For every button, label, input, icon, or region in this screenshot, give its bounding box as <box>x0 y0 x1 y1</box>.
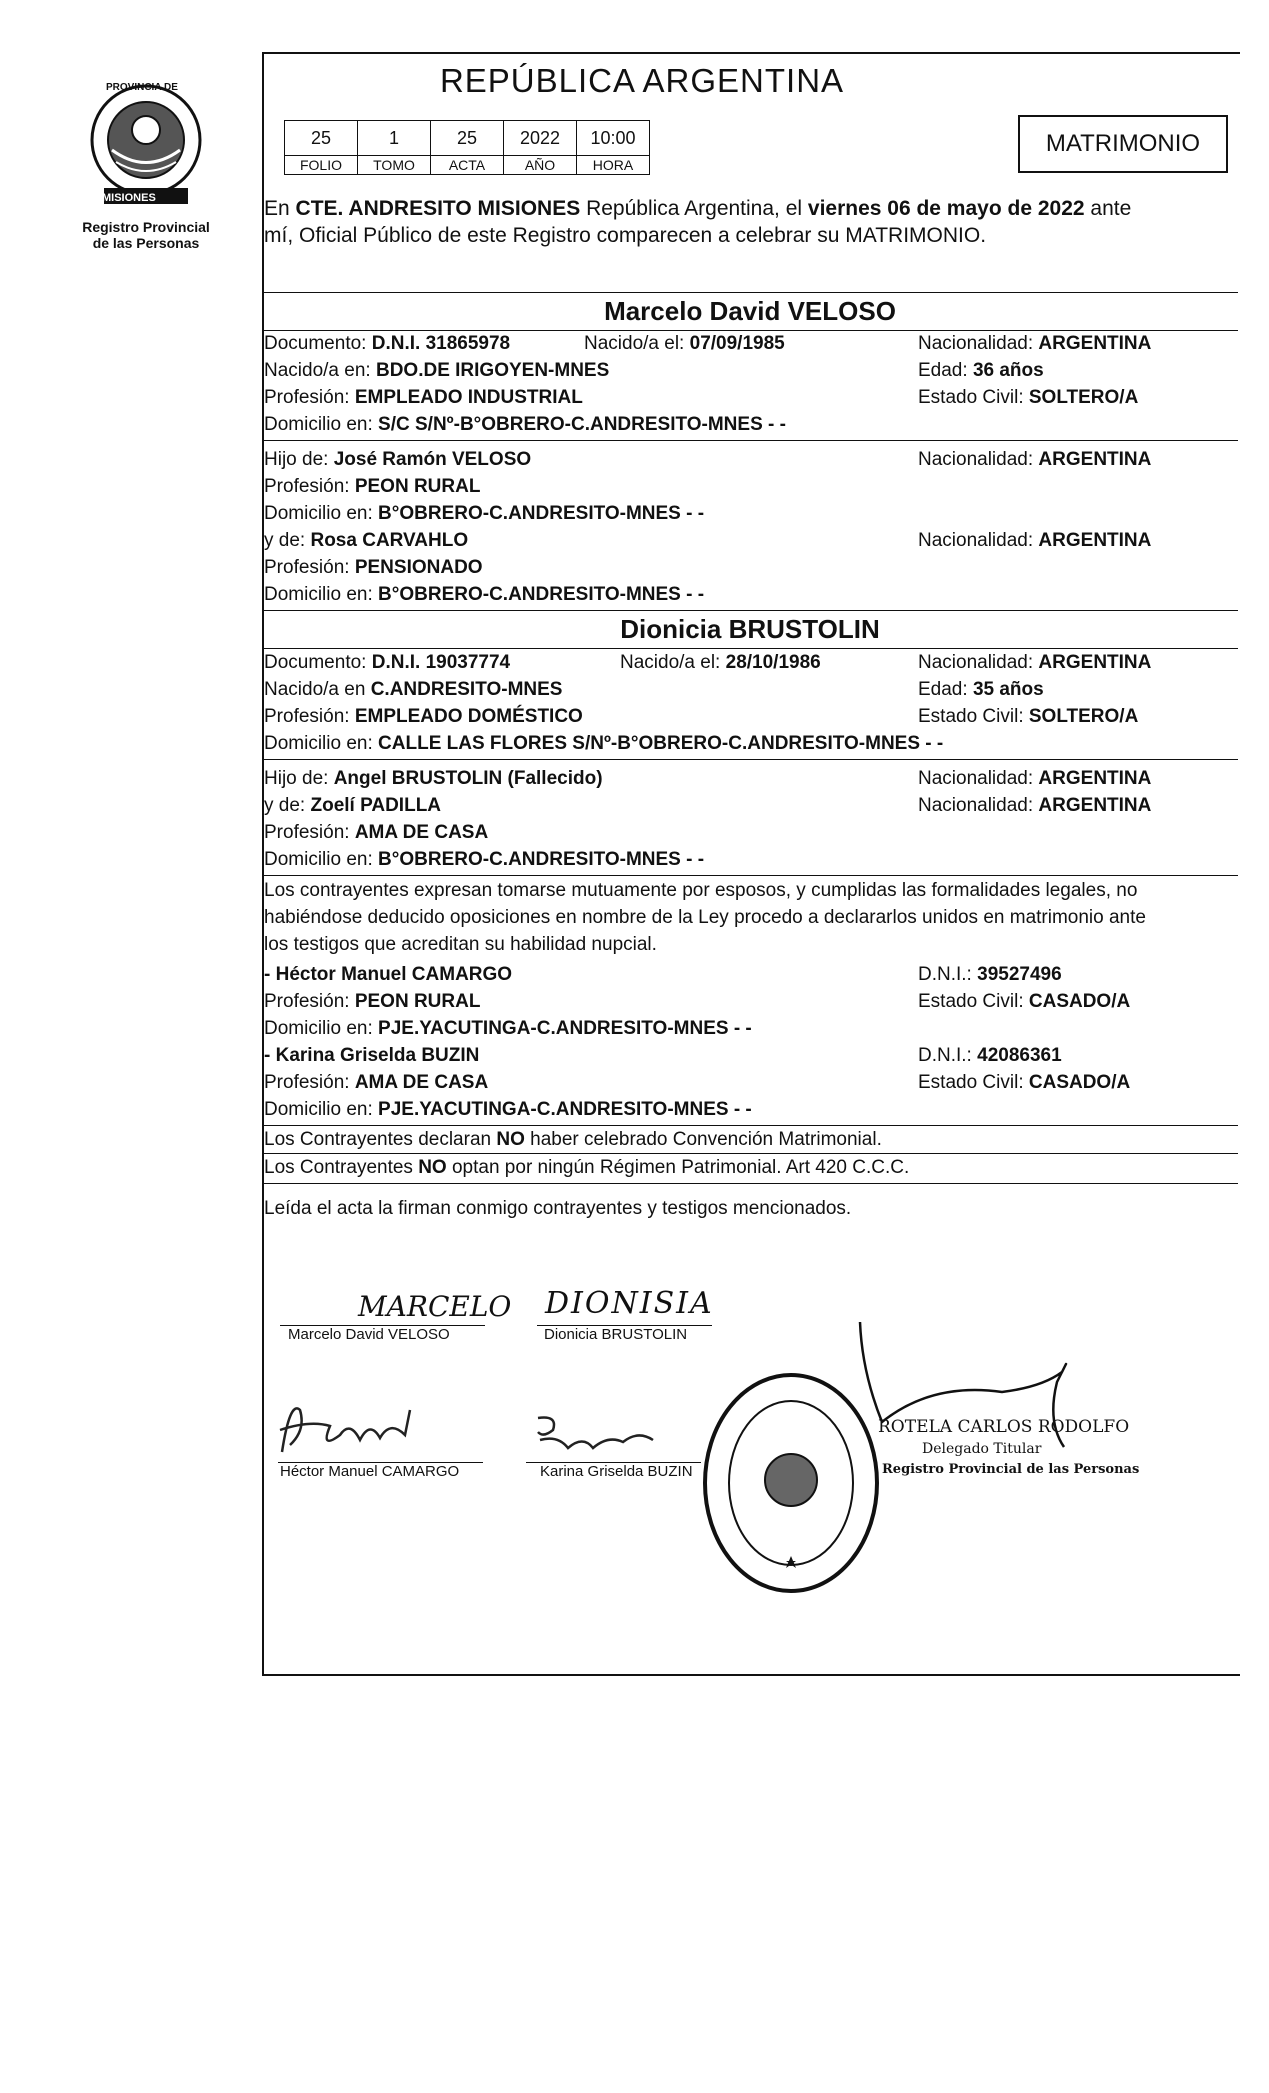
value: BDO.DE IRIGOYEN-MNES <box>375 360 610 381</box>
divider <box>262 648 1238 649</box>
signature-marcelo: MARCELO <box>358 1290 512 1323</box>
signature-name-4: Karina Griselda BUZIN <box>540 1463 693 1480</box>
divider <box>262 292 1238 293</box>
year-label: AÑO <box>504 156 577 175</box>
spouse2-prof <box>264 704 583 730</box>
label: Nacionalidad: <box>918 768 1039 789</box>
value: ARGENTINA <box>1038 652 1152 673</box>
official-name: ROTELA CARLOS RODOLFO <box>878 1417 1130 1437</box>
act-type-box: MATRIMONIO <box>1018 115 1228 173</box>
value: EMPLEADO INDUSTRIAL <box>354 387 583 408</box>
label: D.N.I.: <box>918 1045 978 1066</box>
label: Nacionalidad: <box>918 449 1039 470</box>
value: ARGENTINA <box>1038 449 1152 470</box>
divider <box>262 759 1238 760</box>
label: Profesión: <box>264 387 355 408</box>
text: NO <box>418 1157 447 1178</box>
spouse1-name: Marcelo David VELOSO <box>604 296 896 326</box>
page-title: REPÚBLICA ARGENTINA <box>439 62 845 99</box>
label: Edad: <box>918 360 973 381</box>
value: AMA DE CASA <box>354 822 489 843</box>
spouse2-father-nat <box>918 766 1151 792</box>
value: S/C S/Nº-B°OBRERO-C.ANDRESITO-MNES - - <box>378 414 786 435</box>
label: Documento: <box>264 333 372 354</box>
official-org: Registro Provincial de las Personas <box>882 1462 1140 1477</box>
label: Profesión: <box>264 557 355 578</box>
value: PEON RURAL <box>354 476 481 497</box>
declaration-line2: habiéndose deducido oposiciones en nombre de la Ley procedo a declararlos unidos en matrimonio ante <box>264 907 1146 928</box>
label: Estado Civil: <box>918 991 1029 1012</box>
label: Nacionalidad: <box>918 795 1039 816</box>
divider <box>262 610 1238 611</box>
divider <box>262 1153 1238 1154</box>
year-value: 2022 <box>504 121 577 156</box>
value: ARGENTINA <box>1038 530 1152 551</box>
value: B°OBRERO-C.ANDRESITO-MNES - - <box>378 584 705 605</box>
tomo-value: 1 <box>358 121 431 156</box>
label: Estado Civil: <box>918 387 1029 408</box>
witness2-dni <box>918 1043 1062 1069</box>
spouse1-father <box>264 447 531 473</box>
logo-text-top: PROVINCIA DE <box>106 82 178 93</box>
signature-name-1: Marcelo David VELOSO <box>288 1326 450 1343</box>
value: B°OBRERO-C.ANDRESITO-MNES - - <box>378 503 705 524</box>
value: D.N.I. 19037774 <box>371 652 511 673</box>
label: Nacionalidad: <box>918 652 1039 673</box>
label: Nacido/a el: <box>620 652 726 673</box>
label: Domicilio en: <box>264 1018 379 1039</box>
spouse1-born-in <box>264 358 609 384</box>
intro-paragraph <box>264 195 1234 249</box>
divider <box>262 440 1238 441</box>
province-seal-icon <box>86 80 206 210</box>
spouse2-born-in <box>264 677 562 703</box>
intro-place: CTE. ANDRESITO MISIONES <box>295 197 581 220</box>
folio-value: 25 <box>285 121 358 156</box>
value: B°OBRERO-C.ANDRESITO-MNES - - <box>378 849 705 870</box>
divider <box>262 875 1238 876</box>
intro-date: viernes 06 de mayo de 2022 <box>807 197 1085 220</box>
spouse2-mother <box>264 793 441 819</box>
spouse1-born-on <box>584 331 785 357</box>
value: 35 años <box>972 679 1044 700</box>
spouse1-mother-prof <box>264 555 483 581</box>
signature-dionicia: DIONISIA <box>545 1286 714 1321</box>
label: Nacionalidad: <box>918 333 1039 354</box>
spouse2-doc <box>264 650 510 676</box>
value: EMPLEADO DOMÉSTICO <box>354 706 583 727</box>
label: Domicilio en: <box>264 414 379 435</box>
text: Los Contrayentes declaran <box>264 1129 497 1150</box>
witness1-civil <box>918 989 1130 1015</box>
note-convention <box>264 1127 882 1153</box>
spouse2-addr <box>264 731 943 757</box>
witness2-civil <box>918 1070 1130 1096</box>
label: Nacido/a en <box>264 679 371 700</box>
signature-karina-icon <box>528 1410 658 1465</box>
label: Nacido/a en: <box>264 360 376 381</box>
value: PENSIONADO <box>354 557 483 578</box>
value: Rosa CARVAHLO <box>310 530 469 551</box>
value: Zoelí PADILLA <box>310 795 442 816</box>
intro-text: En <box>264 197 296 220</box>
label: Profesión: <box>264 706 355 727</box>
spouse2-born-on <box>620 650 821 676</box>
spouse2-civil <box>918 704 1138 730</box>
divider <box>262 1125 1238 1126</box>
value: PJE.YACUTINGA-C.ANDRESITO-MNES - - <box>378 1018 752 1039</box>
value: PJE.YACUTINGA-C.ANDRESITO-MNES - - <box>378 1099 752 1120</box>
declaration-line1: Los contrayentes expresan tomarse mutuamente por esposos, y cumplidas las formalidades legales, no <box>264 880 1138 901</box>
spouse1-father-prof <box>264 474 480 500</box>
value: 39527496 <box>977 964 1062 985</box>
text: haber celebrado Convención Matrimonial. <box>524 1129 882 1150</box>
spouse1-mother <box>264 528 468 554</box>
signature-name-3: Héctor Manuel CAMARGO <box>280 1463 460 1480</box>
label: Nacido/a el: <box>584 333 690 354</box>
value: José Ramón VELOSO <box>333 449 532 470</box>
signature-hector-icon <box>270 1390 430 1460</box>
label: Profesión: <box>264 476 355 497</box>
value: PEON RURAL <box>354 991 481 1012</box>
tomo-label: TOMO <box>358 156 431 175</box>
value: SOLTERO/A <box>1028 706 1139 727</box>
label: Documento: <box>264 652 372 673</box>
spouse1-prof <box>264 385 583 411</box>
value: D.N.I. 31865978 <box>371 333 511 354</box>
spouse2-mother-prof <box>264 820 488 846</box>
witness2-prof <box>264 1070 488 1096</box>
label: Domicilio en: <box>264 849 379 870</box>
label: y de: <box>264 530 311 551</box>
spouse1-doc <box>264 331 510 357</box>
spouse1-father-nat <box>918 447 1151 473</box>
value: C.ANDRESITO-MNES <box>370 679 563 700</box>
value: ARGENTINA <box>1038 333 1152 354</box>
hour-value: 10:00 <box>577 121 650 156</box>
logo-caption-line2: de las Personas <box>92 235 200 251</box>
witness2-addr <box>264 1097 752 1123</box>
spouse1-addr <box>264 412 786 438</box>
label: Estado Civil: <box>918 706 1029 727</box>
witness1-dni <box>918 962 1062 988</box>
intro-line2: mí, Oficial Público de este Registro comparecen a celebrar su MATRIMONIO. <box>264 224 987 247</box>
value: 36 años <box>972 360 1044 381</box>
value: CASADO/A <box>1028 991 1131 1012</box>
hour-label: HORA <box>577 156 650 175</box>
logo-text-bottom: MISIONES <box>102 192 156 204</box>
acta-value: 25 <box>431 121 504 156</box>
witness2-name: - Karina Griselda BUZIN <box>264 1045 480 1066</box>
text: NO <box>496 1129 525 1150</box>
label: Domicilio en: <box>264 733 379 754</box>
signature-name-2: Dionicia BRUSTOLIN <box>544 1326 688 1343</box>
registry-logo <box>62 80 230 251</box>
logo-caption-line1: Registro Provincial <box>82 219 210 235</box>
folio-label: FOLIO <box>285 156 358 175</box>
label: Hijo de: <box>264 768 334 789</box>
value: CALLE LAS FLORES S/Nº-B°OBRERO-C.ANDRESITO-MNES - - <box>378 733 944 754</box>
intro-text: República Argentina, el <box>580 197 808 220</box>
spouse2-mother-addr <box>264 847 704 873</box>
label: Domicilio en: <box>264 503 379 524</box>
label: Domicilio en: <box>264 1099 379 1120</box>
witness1-name: - Héctor Manuel CAMARGO <box>264 964 513 985</box>
label: Estado Civil: <box>918 1072 1029 1093</box>
spouse1-nat <box>918 331 1151 357</box>
label: Domicilio en: <box>264 584 379 605</box>
spouse2-father <box>264 766 603 792</box>
spouse2-age <box>918 677 1044 703</box>
value: SOLTERO/A <box>1028 387 1139 408</box>
value: 07/09/1985 <box>689 333 785 354</box>
spouse2-mother-nat <box>918 793 1151 819</box>
value: 42086361 <box>977 1045 1062 1066</box>
registry-table <box>284 120 650 175</box>
spouse1-mother-nat <box>918 528 1151 554</box>
intro-text: ante <box>1084 197 1132 220</box>
spouse1-mother-addr <box>264 582 704 608</box>
label: Profesión: <box>264 991 355 1012</box>
label: Profesión: <box>264 1072 355 1093</box>
value: 28/10/1986 <box>725 652 821 673</box>
value: AMA DE CASA <box>354 1072 489 1093</box>
label: y de: <box>264 795 311 816</box>
closing-text: Leída el acta la firman conmigo contrayentes y testigos mencionados. <box>264 1198 852 1219</box>
spouse2-nat <box>918 650 1151 676</box>
value: ARGENTINA <box>1038 768 1152 789</box>
witness1-addr <box>264 1016 752 1042</box>
spouse1-civil <box>918 385 1138 411</box>
label: Edad: <box>918 679 973 700</box>
label: Nacionalidad: <box>918 530 1039 551</box>
note-regime <box>264 1155 909 1181</box>
text: Los Contrayentes <box>264 1157 419 1178</box>
official-role: Delegado Titular <box>922 1441 1042 1457</box>
label: D.N.I.: <box>918 964 978 985</box>
value: ARGENTINA <box>1038 795 1152 816</box>
witness1-prof <box>264 989 480 1015</box>
spouse2-name: Dionicia BRUSTOLIN <box>620 614 880 644</box>
text: optan por ningún Régimen Patrimonial. Art 420 C.C.C. <box>446 1157 910 1178</box>
value: Angel BRUSTOLIN (Fallecido) <box>333 768 603 789</box>
value: CASADO/A <box>1028 1072 1131 1093</box>
spouse1-age <box>918 358 1044 384</box>
acta-label: ACTA <box>431 156 504 175</box>
spouse1-father-addr <box>264 501 704 527</box>
label: Profesión: <box>264 822 355 843</box>
divider <box>262 1183 1238 1184</box>
label: Hijo de: <box>264 449 334 470</box>
declaration-line3: los testigos que acreditan su habilidad nupcial. <box>264 934 657 955</box>
